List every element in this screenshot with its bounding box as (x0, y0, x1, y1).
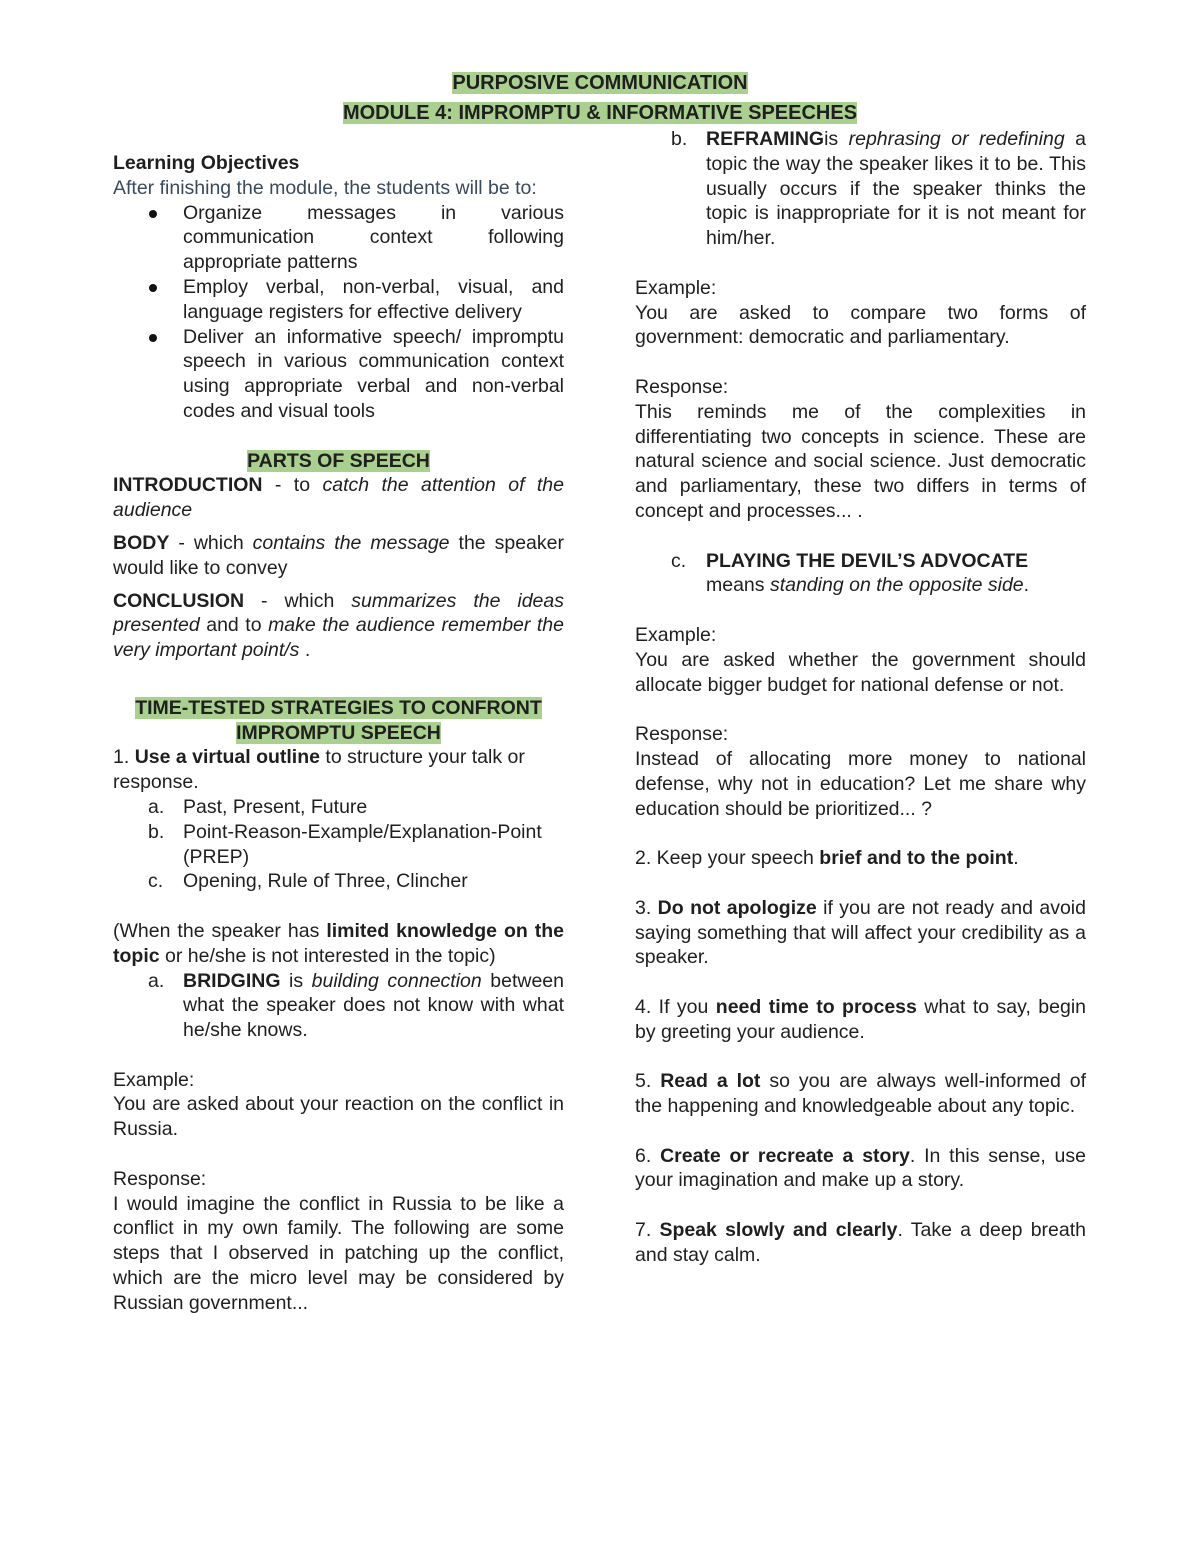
response-label: Response: (635, 375, 729, 398)
example-text: You are asked to compare two forms of government: democratic and parliamentary. (635, 301, 1086, 349)
strategy-7: 7. Speak slowly and clearly. Take a deep breath and stay calm. (635, 1219, 1086, 1266)
strategies-heading: TIME-TESTED STRATEGIES TO CONFRONT IMPROMPTU SPEECH (135, 696, 542, 744)
outline-item: b. Point-Reason-Example/Explanation-Point (PREP) (148, 820, 542, 868)
example-label: Example: (113, 1068, 195, 1091)
bridging-item: a. BRIDGING is building connection between what the speaker does not know with what he/she knows. (148, 969, 564, 1042)
left-column (113, 151, 564, 1316)
strategy-1: 1. Use a virtual outline to structure your talk or response. (113, 746, 525, 794)
response-text: Instead of allocating more money to national defense, why not in education? Let me share why education should be prioritized... ? (635, 747, 1086, 820)
outline-item: c. Opening, Rule of Three, Clincher (148, 870, 468, 893)
bullet-icon (149, 210, 157, 218)
part-conclusion: CONCLUSION - which summarizes the ideas presented and to make the audience remember the very important point/s . (113, 589, 564, 662)
parts-heading: PARTS OF SPEECH (247, 449, 430, 472)
objective-item: Employ verbal, non-verbal, visual, and language registers for effective delivery (113, 275, 564, 325)
strategy-2: 2. Keep your speech brief and to the point. (635, 847, 1019, 870)
part-introduction: INTRODUCTION - to catch the attention of the audience (113, 474, 564, 522)
example-label: Example: (635, 276, 717, 299)
objective-item: Organize messages in various communication context following appropriate patterns (113, 201, 564, 275)
objectives-list (113, 201, 564, 424)
response-label: Response: (113, 1167, 207, 1190)
objectives-intro: After finishing the module, the students will be to: (113, 176, 537, 199)
document-title: PURPOSIVE COMMUNICATION (452, 72, 748, 94)
objectives-heading: Learning Objectives (113, 152, 300, 174)
devils-advocate-item: c. PLAYING THE DEVIL’S ADVOCATE means standing on the opposite side. (671, 549, 1030, 597)
response-text: I would imagine the conflict in Russia to be like a conflict in my own family. The following are some steps that I observed in patching up the conflict, which are the micro level may be considered by Russian government... (113, 1192, 564, 1314)
strategy-5: 5. Read a lot so you are always well-informed of the happening and knowledgeable about any topic. (635, 1070, 1087, 1118)
objective-item: Deliver an informative speech/ impromptu speech in various communication context using appropriate verbal and non-verbal codes and visual tools (113, 325, 564, 424)
response-label: Response: (635, 723, 729, 746)
bullet-icon (149, 284, 157, 292)
response-text: This reminds me of the complexities in differentiating two concepts in science. These are natural science and social science. Just democratic and parliamentary, these two differs in terms of concept and processes... . (635, 400, 1086, 522)
part-body: BODY - which contains the message the speaker would like to convey (113, 531, 564, 579)
strategy-6: 6. Create or recreate a story. In this sense, use your imagination and make up a story. (635, 1144, 1087, 1192)
bullet-icon (149, 334, 157, 342)
example-text: You are asked whether the government should allocate bigger budget for national defense or not. (635, 648, 1086, 696)
example-text: You are asked about your reaction on the conflict in Russia. (113, 1093, 564, 1141)
limited-knowledge-note: (When the speaker has limited knowledge on the topic or he/she is not interested in the topic) (113, 919, 565, 967)
example-label: Example: (635, 623, 717, 646)
strategy-4: 4. If you need time to process what to say, begin by greeting your audience. (635, 995, 1087, 1043)
outline-item: a. Past, Present, Future (148, 795, 368, 818)
strategy-3: 3. Do not apologize if you are not ready and avoid saying something that will affect your credibility as a speaker. (635, 896, 1086, 969)
module-title: MODULE 4: IMPROMPTU & INFORMATIVE SPEECHES (342, 102, 858, 124)
reframing-item: b. REFRAMINGis rephrasing or redefining a topic the way the speaker likes it to be. This usually occurs if the speaker thinks the topic is inappropriate for it is not meant for him/her. (671, 128, 1086, 250)
right-column (635, 127, 1086, 1268)
